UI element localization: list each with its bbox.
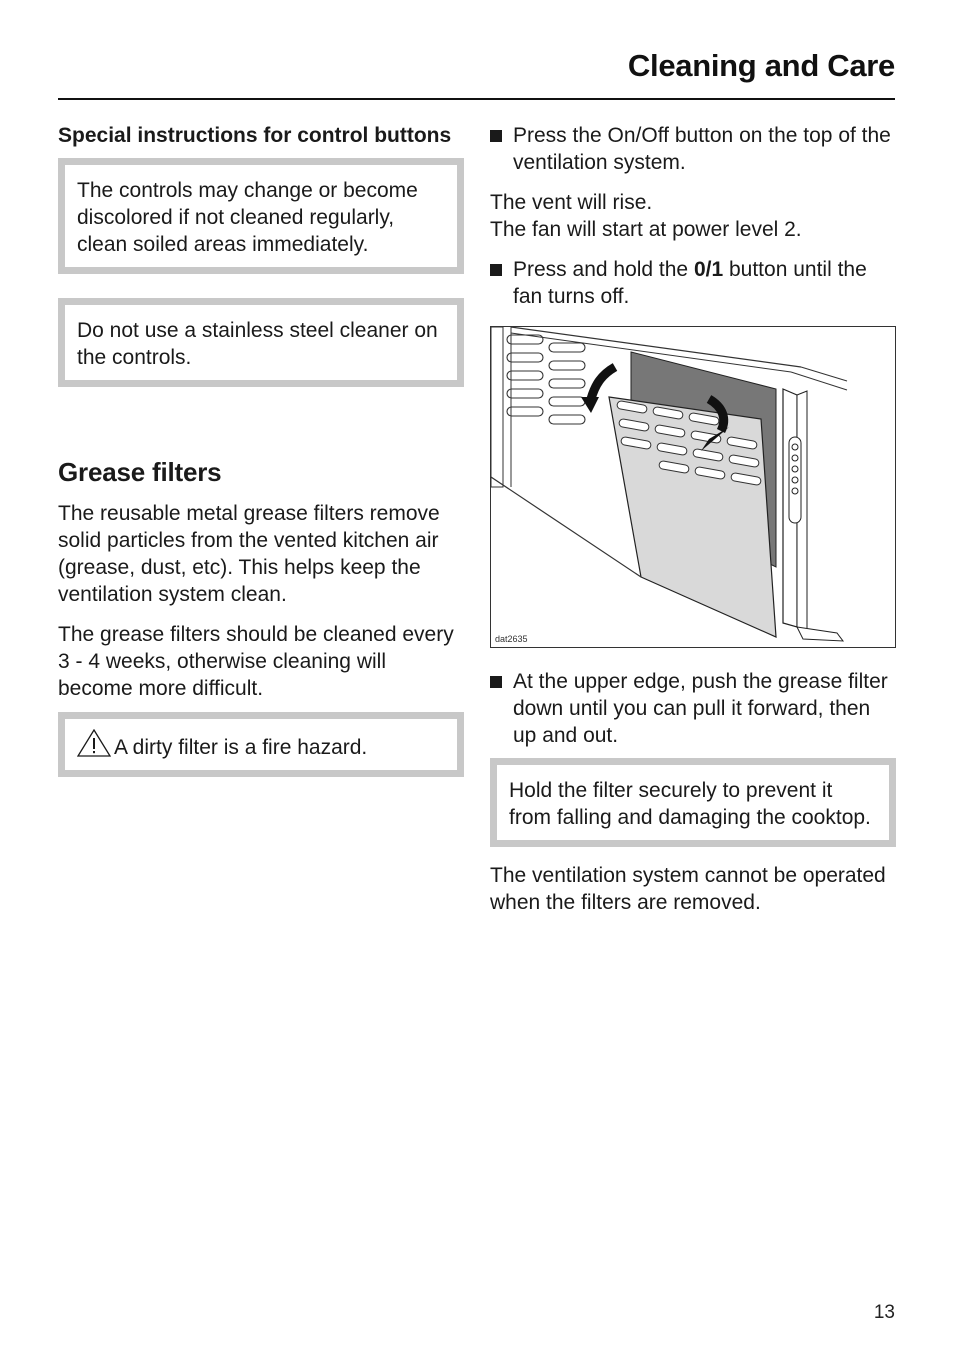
illustration-drawing	[491, 327, 895, 647]
step-push-filter	[490, 668, 896, 749]
grease-filters-cleaning-interval: The grease filters should be cleaned every 3 - 4 weeks, otherwise cleaning will become more difficult.	[58, 623, 454, 700]
warning-text: A dirty filter is a fire hazard.	[114, 736, 368, 759]
header-rule	[58, 98, 895, 100]
page-number: 13	[873, 1302, 895, 1323]
vent-rise-text	[490, 189, 896, 243]
page-title: Cleaning and Care	[627, 48, 895, 83]
note-box-hold-filter	[490, 758, 896, 847]
note-box-discoloration	[58, 158, 464, 274]
warning-box-fire-hazard	[58, 712, 464, 777]
control-buttons-subheading: Special instructions for control buttons	[58, 124, 452, 147]
filters-removed-note: The ventilation system cannot be operated when the filters are removed.	[490, 864, 886, 914]
step-press-on-off	[490, 122, 896, 176]
left-column	[58, 122, 464, 777]
button-label-0-1: 0/1	[693, 258, 724, 281]
step-text: At the upper edge, push the grease filter down until you can pull it forward, then up and out.	[513, 670, 888, 747]
note-text: Hold the filter securely to prevent it from falling and damaging the cooktop.	[509, 779, 871, 829]
step-press-hold	[490, 256, 896, 310]
right-column	[490, 122, 896, 916]
note-box-steel-cleaner	[58, 298, 464, 387]
note-text: The controls may change or become discolored if not cleaned regularly, clean soiled areas immediately.	[77, 179, 418, 256]
step-text-post: button until the fan turns off.	[513, 258, 867, 308]
step-text: Press the On/Off button on the top of the ventilation system.	[513, 124, 891, 174]
figure-code: dat2635	[495, 634, 528, 644]
note-text: Do not use a stainless steel cleaner on the controls.	[77, 319, 438, 369]
grease-filter-removal-illustration	[490, 326, 896, 648]
square-bullet-icon	[490, 676, 502, 688]
square-bullet-icon	[490, 130, 502, 142]
square-bullet-icon	[490, 264, 502, 276]
vent-rise-line: The vent will rise.	[490, 191, 653, 214]
section-title-grease-filters: Grease filters	[58, 457, 222, 487]
grease-filters-intro: The reusable metal grease filters remove solid particles from the vented kitchen air (grease, dust, etc). This helps keep the ventilation system clean.	[58, 502, 440, 606]
warning-triangle-icon	[77, 729, 111, 764]
step-text	[513, 256, 896, 310]
fan-start-line: The fan will start at power level 2.	[490, 218, 802, 241]
step-text-pre: Press and hold the	[513, 258, 694, 281]
